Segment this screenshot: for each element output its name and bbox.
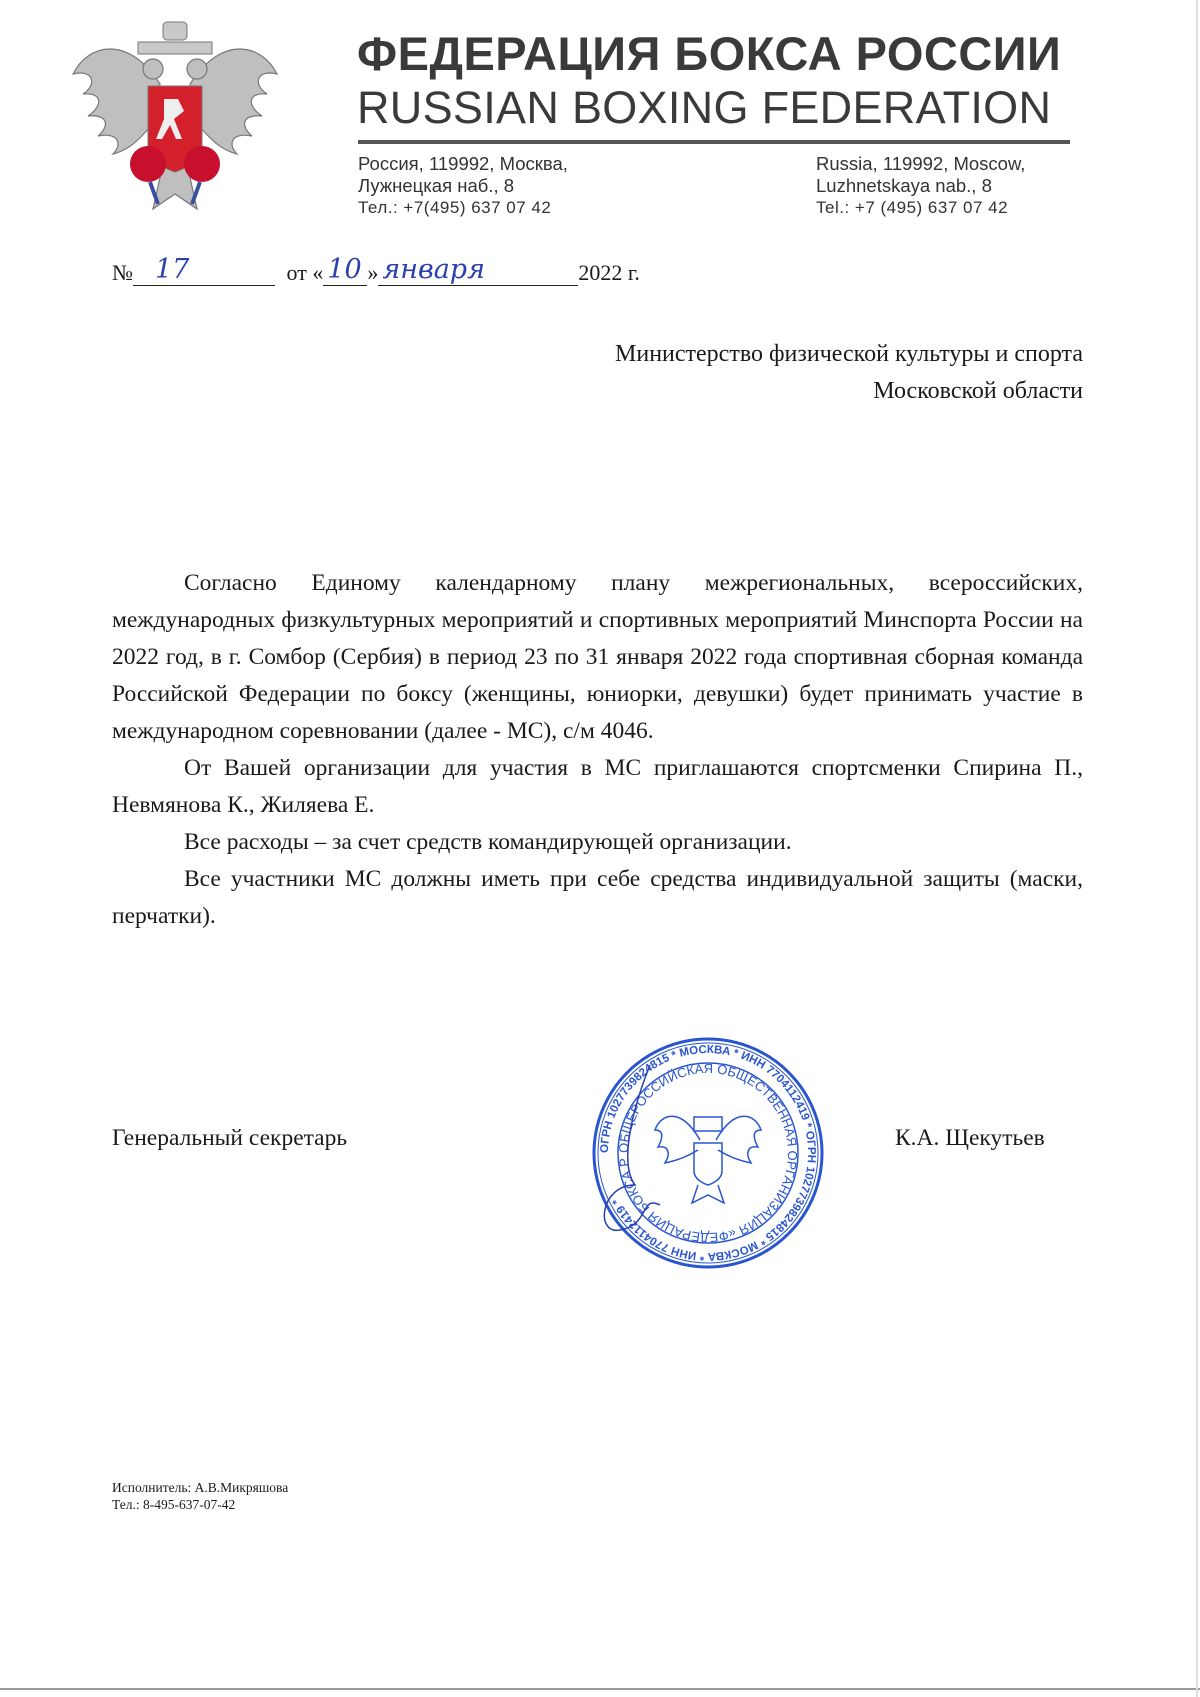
executor-info xyxy=(112,1479,288,1513)
month-field xyxy=(378,254,578,286)
year-label: 2022 г. xyxy=(578,260,640,285)
stamp-outer-text: ОГРН 1027739824815 * МОСКВА * ИНН 7704112419 * ОГРН 1027739824815 * МОСКВА * ИНН 7704112419 * xyxy=(598,1043,818,1263)
address-en-line: Russia, 119992, Moscow, xyxy=(816,153,1026,174)
handwritten-number: 17 xyxy=(155,254,190,285)
address-en xyxy=(816,153,1025,219)
addressee-line: Московской области xyxy=(873,378,1083,404)
quote-close: » xyxy=(367,260,379,285)
stamp-inner-text: ОБЩЕРОССИЙСКАЯ ОБЩЕСТВЕННАЯ ОРГАНИЗАЦИЯ «ФЕДЕРАЦИЯ БОКСА Р xyxy=(615,1060,801,1246)
letter-body xyxy=(112,565,1083,935)
handwritten-day: 10 xyxy=(327,254,362,285)
scan-edge-bottom xyxy=(0,1688,1200,1690)
stamp-eagle-icon xyxy=(655,1116,761,1203)
signatory-name: К.А. Щекутьев xyxy=(895,1125,1045,1151)
executor-phone: Тел.: 8-495-637-07-42 xyxy=(112,1497,236,1512)
number-field xyxy=(133,254,275,286)
addressee-line: Министерство физической культуры и спорта xyxy=(615,341,1083,367)
from-label: от « xyxy=(286,260,324,285)
address-ru-line: Россия, 119992, Москва, xyxy=(358,153,568,174)
addressee xyxy=(615,336,1083,410)
body-paragraph: От Вашей организации для участия в МС приглашаются спортсменки Спирина П., Невмянова К., Жиляева Е. xyxy=(112,755,1083,818)
body-paragraph: Все расходы – за счет средств командирующей организации. xyxy=(184,829,792,855)
signatory-position: Генеральный секретарь xyxy=(112,1125,348,1151)
scan-edge-right xyxy=(1196,0,1198,1697)
handwritten-month: января xyxy=(382,254,485,285)
address-ru-phone: Тел.: +7(495) 637 07 42 xyxy=(358,198,552,217)
day-field xyxy=(323,254,367,286)
address-en-phone: Tel.: +7 (495) 637 07 42 xyxy=(816,198,1009,217)
org-name-en: RUSSIAN BOXING FEDERATION xyxy=(357,82,1052,133)
header-divider xyxy=(358,140,1070,144)
address-ru xyxy=(358,153,568,219)
body-paragraph: Все участники МС должны иметь при себе средства индивидуальной защиты (маски, перчатки). xyxy=(112,866,1083,929)
address-ru-line: Лужнецкая наб., 8 xyxy=(358,175,515,196)
address-en-line: Luzhnetskaya nab., 8 xyxy=(816,175,992,196)
body-paragraph: Согласно Единому календарному плану межрегиональных, всероссийских, международных физкультурных мероприятий и спортивных мероприятий Минспорта России на 2022 год, в г. Сомбор (Сербия) в период 23 по 31 января 2022 года спортивная сборная команда Российской Федерации по боксу (женщины, юниорки, девушки) будет принимать участие в международном соревновании (далее - МС), с/м 4046. xyxy=(112,570,1083,744)
number-label: № xyxy=(112,260,133,285)
executor-name: Исполнитель: А.В.Микряшова xyxy=(112,1480,289,1495)
org-name-ru: ФЕДЕРАЦИЯ БОКСА РОССИИ xyxy=(357,27,1062,80)
official-stamp xyxy=(590,1035,826,1271)
federation-emblem xyxy=(68,14,282,228)
registration-line xyxy=(112,254,640,286)
